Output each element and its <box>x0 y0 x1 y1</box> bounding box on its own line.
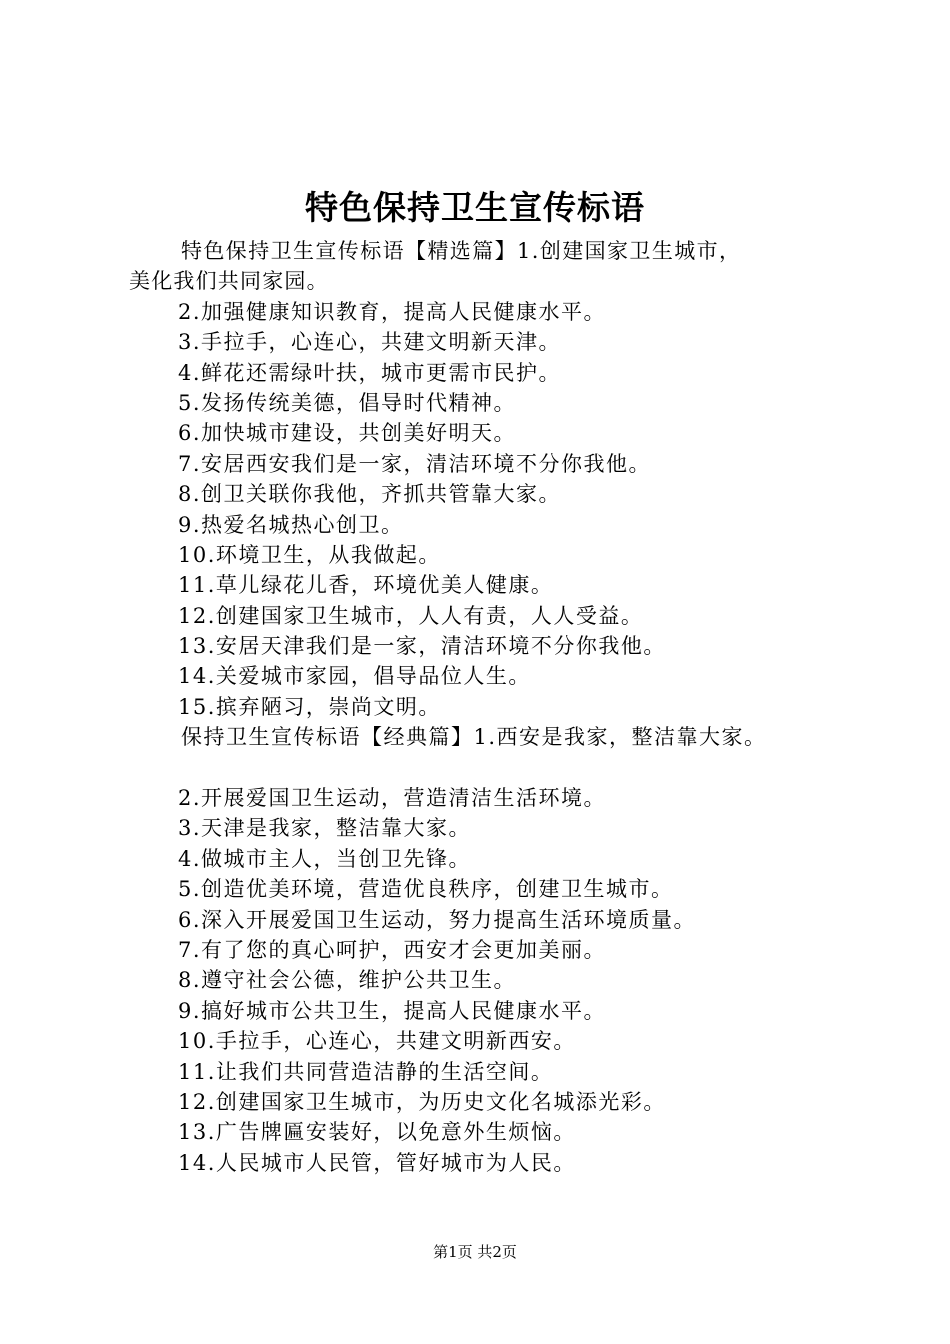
list-item: 8.创卫关联你我他，齐抓共管靠大家。 <box>178 482 562 507</box>
list-item: 11.让我们共同营造洁静的生活空间。 <box>178 1059 554 1084</box>
list-item: 12.创建国家卫生城市，为历史文化名城添光彩。 <box>178 1089 666 1114</box>
list-item: 2.开展爱国卫生运动，营造清洁生活环境。 <box>178 786 607 811</box>
list-item: 8.遵守社会公德，维护公共卫生。 <box>178 968 517 993</box>
list-item: 6.深入开展爱国卫生运动，努力提高生活环境质量。 <box>178 907 697 932</box>
list-item: 3.手拉手，心连心，共建文明新天津。 <box>178 330 562 355</box>
list-item: 14.关爱城市家园，倡导品位人生。 <box>178 664 531 689</box>
section2-intro-line: 保持卫生宣传标语【经典篇】1.西安是我家，整洁靠大家。 <box>181 725 767 750</box>
list-item: 15.摈弃陋习，崇尚文明。 <box>178 694 441 719</box>
list-item: 2.加强健康知识教育，提高人民健康水平。 <box>178 299 607 324</box>
section1-intro-line2: 美化我们共同家园。 <box>129 269 329 294</box>
list-item: 13.广告牌匾安装好，以免意外生烦恼。 <box>178 1120 576 1145</box>
list-item: 4.鲜花还需绿叶扶，城市更需市民护。 <box>178 360 562 385</box>
list-item: 12.创建国家卫生城市，人人有责，人人受益。 <box>178 603 644 628</box>
list-item: 4.做城市主人，当创卫先锋。 <box>178 846 472 871</box>
list-item: 14.人民城市人民管，管好城市为人民。 <box>178 1150 576 1175</box>
list-item: 3.天津是我家，整洁靠大家。 <box>178 816 472 841</box>
list-item: 11.草儿绿花儿香，环境优美人健康。 <box>178 573 554 598</box>
list-item: 10.手拉手，心连心，共建文明新西安。 <box>178 1029 576 1054</box>
list-item: 5.创造优美环境，营造优良秩序，创建卫生城市。 <box>178 877 674 902</box>
list-item: 10.环境卫生，从我做起。 <box>178 542 441 567</box>
list-item: 9.热爱名城热心创卫。 <box>178 512 404 537</box>
page-footer: 第1页 共2页 <box>433 1243 517 1261</box>
list-item: 9.搞好城市公共卫生，提高人民健康水平。 <box>178 998 607 1023</box>
section1-intro-line1: 特色保持卫生宣传标语【精选篇】1.创建国家卫生城市， <box>181 239 742 263</box>
paragraph-gap <box>129 753 829 783</box>
document-body <box>129 236 829 1178</box>
list-item: 6.加快城市建设，共创美好明天。 <box>178 421 517 446</box>
list-item: 5.发扬传统美德，倡导时代精神。 <box>178 390 517 415</box>
list-item: 13.安居天津我们是一家，清洁环境不分你我他。 <box>178 634 666 659</box>
document-title: 特色保持卫生宣传标语 <box>305 188 645 227</box>
list-item: 7.安居西安我们是一家，清洁环境不分你我他。 <box>178 451 652 476</box>
list-item: 7.有了您的真心呵护，西安才会更加美丽。 <box>178 937 607 962</box>
